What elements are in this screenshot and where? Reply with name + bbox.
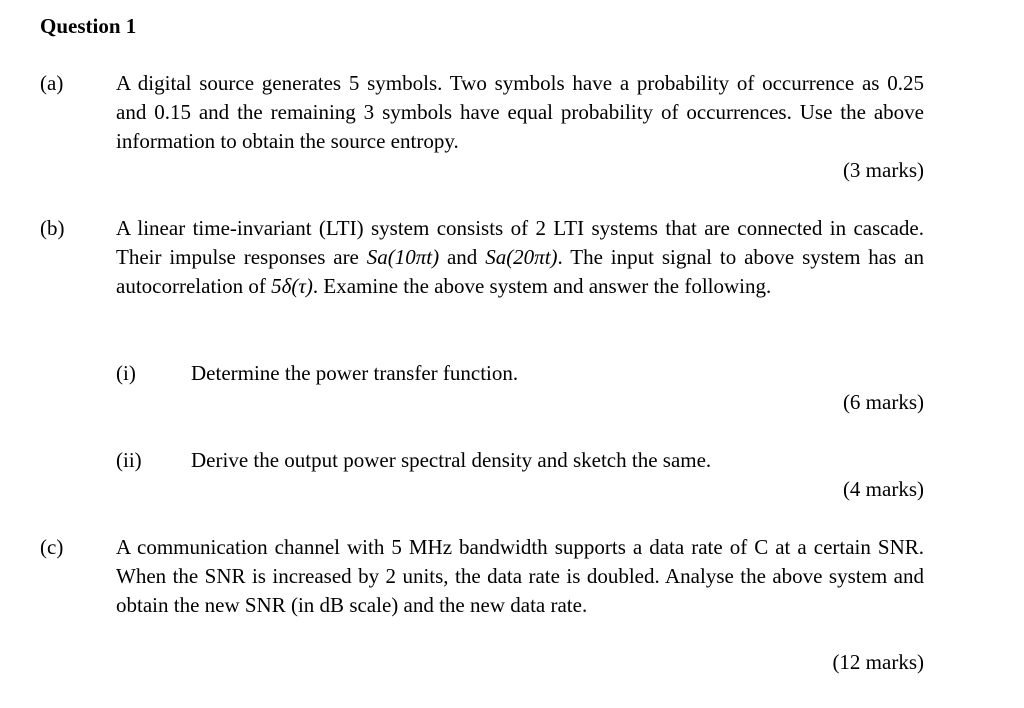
- part-a-label: (a): [40, 71, 64, 95]
- part-b-ii-marks: (4 marks): [842, 477, 924, 501]
- part-b-ii-label: (ii): [116, 448, 142, 472]
- part-c-text: A communication channel with 5 MHz bandwidth supports a data rate of C at a certain SNR. When the SNR is increased by 2 units, the data rate is doubled. Analyse the above system and obtain the new SNR (in dB scale) and the new data rate.: [116, 535, 924, 617]
- part-b-i-text: Determine the power transfer function.: [191, 361, 519, 385]
- autocorrelation-expr: 5δ(τ): [271, 274, 313, 298]
- part-c-label: (c): [40, 535, 64, 559]
- part-b-ii-text: Derive the output power spectral density and sketch the same.: [191, 448, 712, 472]
- impulse-response-2: Sa(20πt): [485, 245, 558, 269]
- part-b-text: [116, 214, 924, 301]
- part-b-text-1: A linear time-invariant (LTI) system consists of 2 LTI systems that are connected in cascade. Their impulse responses are: [116, 216, 924, 269]
- part-b-i-marks: (6 marks): [842, 390, 924, 414]
- part-b-text-3: . The input signal to above system has an autocorrelation of: [116, 245, 924, 298]
- part-b-text-4: . Examine the above system and answer the following.: [312, 274, 772, 298]
- impulse-response-1: Sa(10πt): [366, 245, 440, 269]
- part-b-text-2: and: [439, 245, 486, 269]
- part-a-marks: (3 marks): [842, 158, 924, 182]
- part-b-label: (b): [40, 216, 65, 240]
- question-title: Question 1: [40, 14, 137, 38]
- part-c-marks: (12 marks): [832, 650, 924, 674]
- part-b-i-label: (i): [116, 361, 136, 385]
- part-a-text: A digital source generates 5 symbols. Two symbols have a probability of occurrence as 0.25 and 0.15 and the remaining 3 symbols have equal probability of occurrences. Use the above information to obtain the source entropy.: [116, 71, 924, 153]
